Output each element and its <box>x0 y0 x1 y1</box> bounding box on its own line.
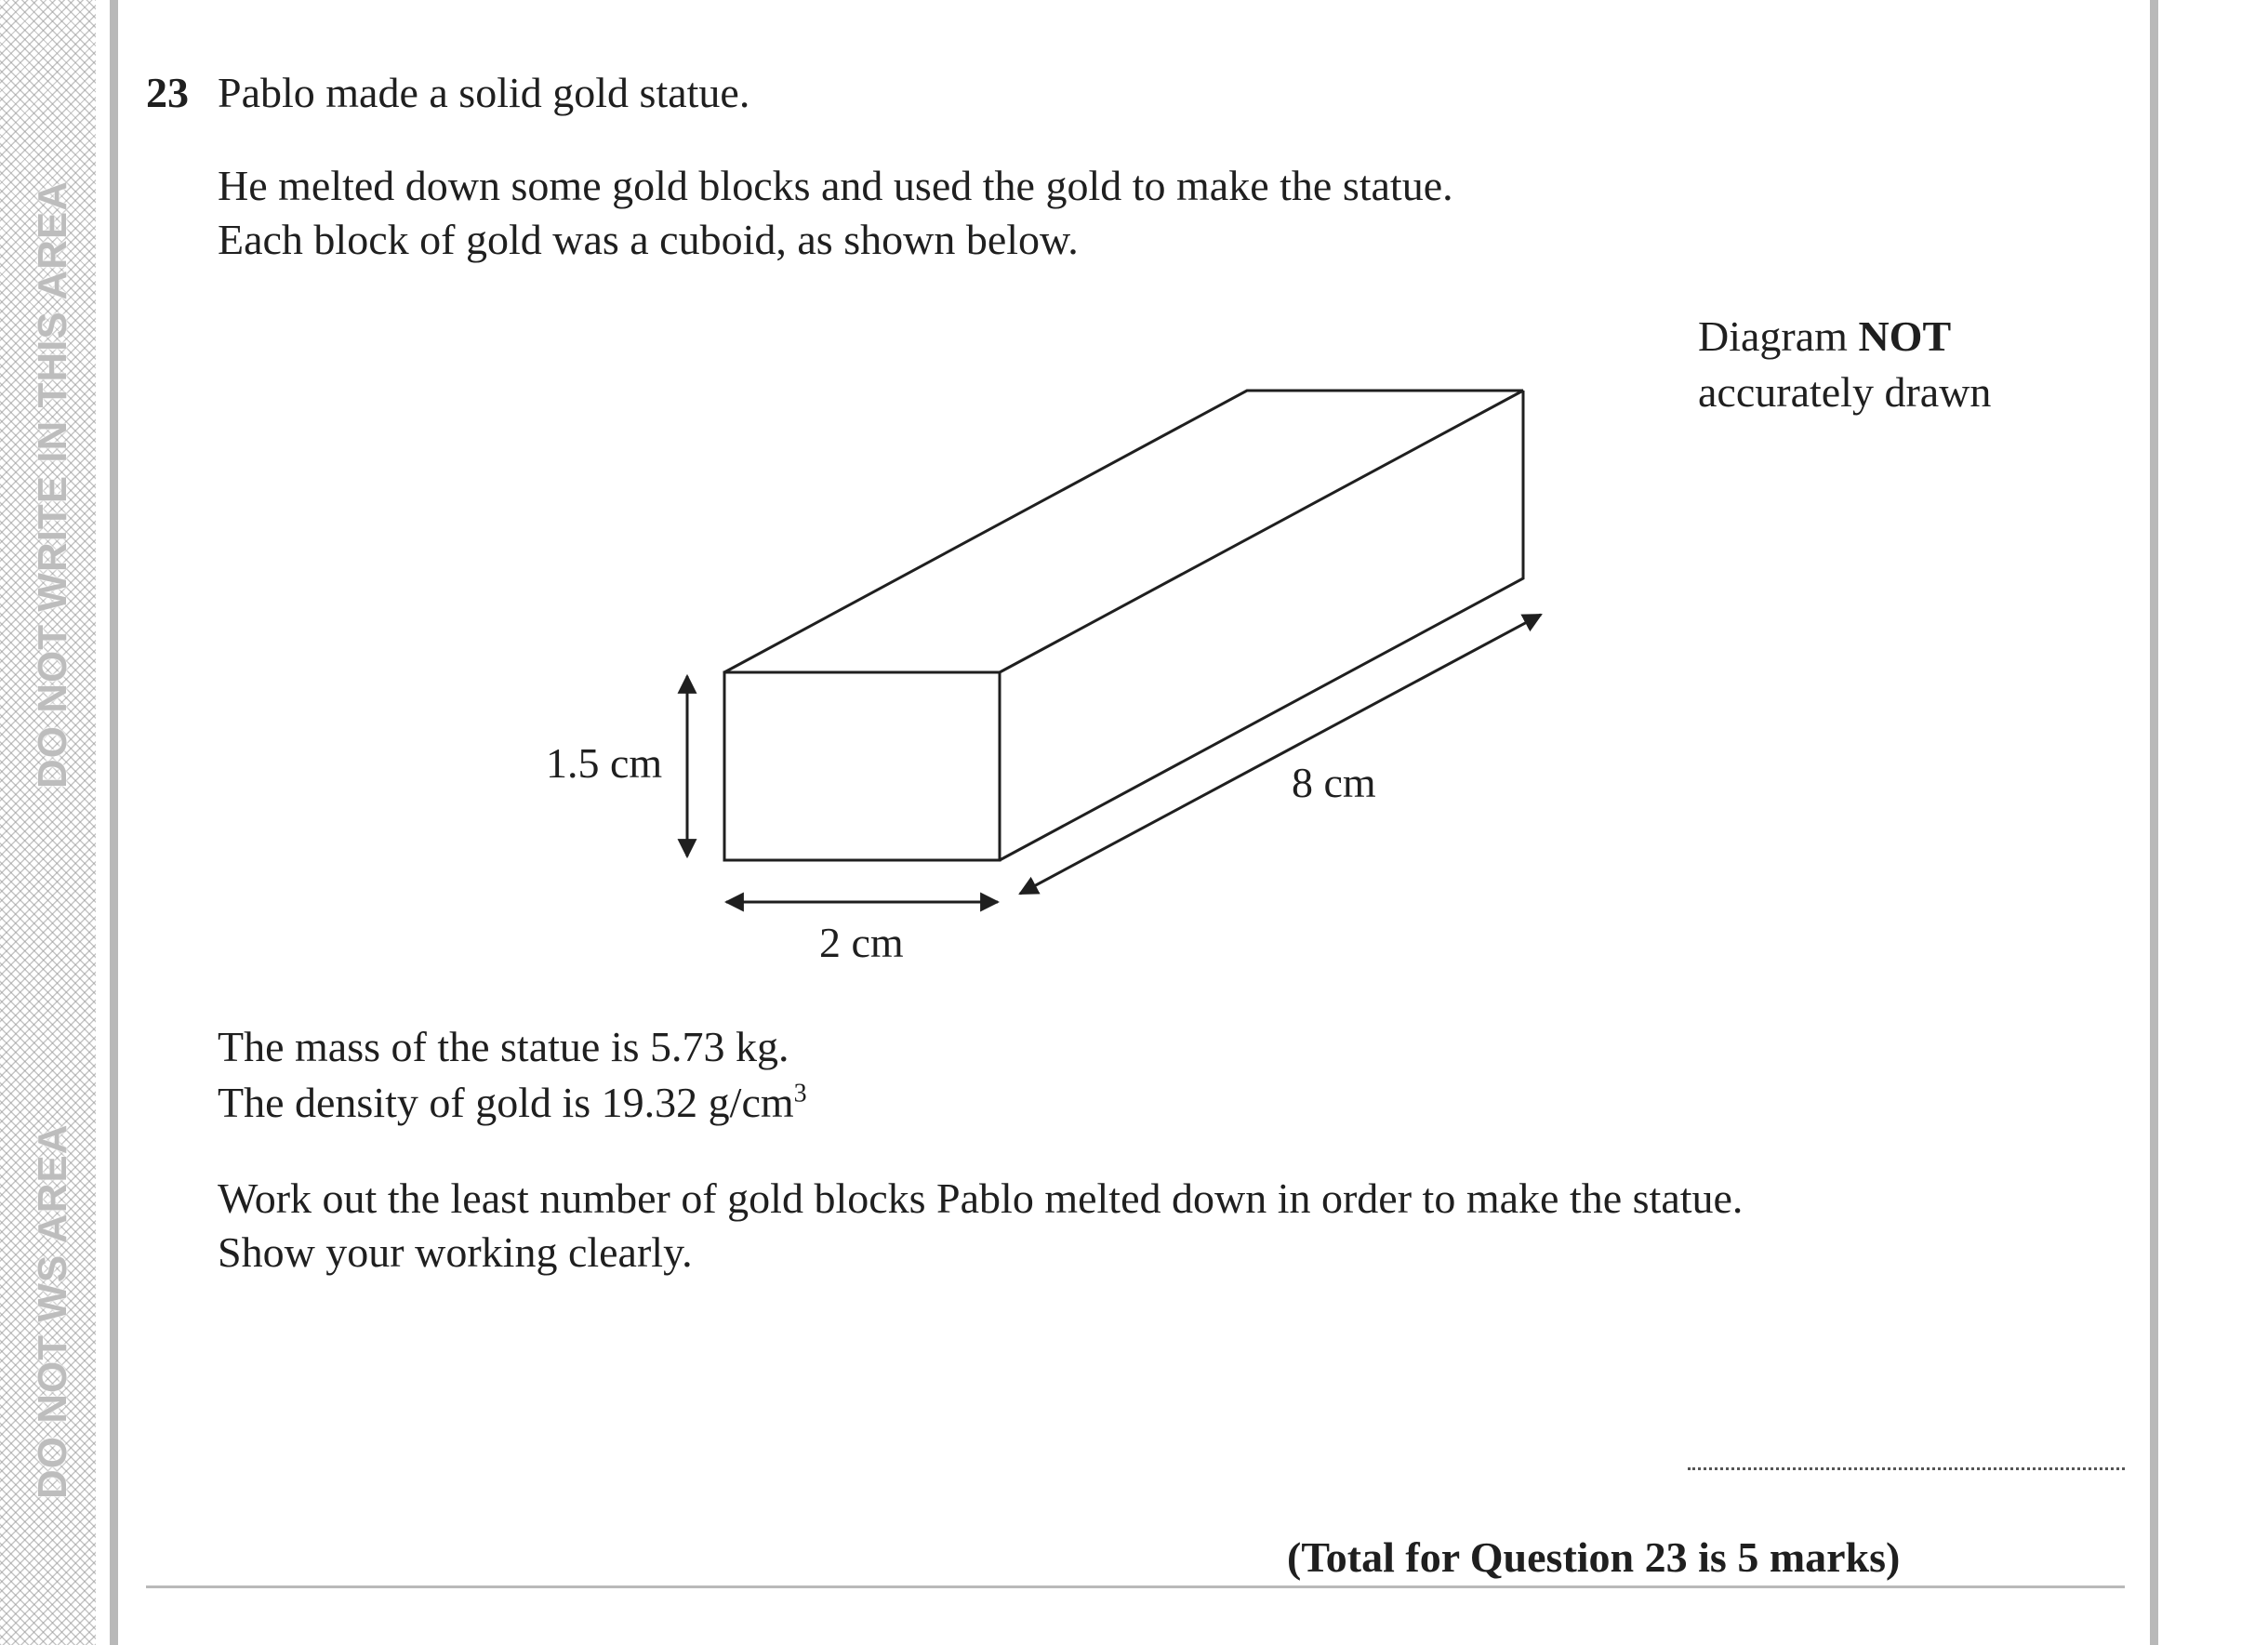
diagram-note-prefix: Diagram <box>1698 312 1859 360</box>
density-text: The density of gold is 19.32 g/cm <box>218 1079 794 1126</box>
total-marks: (Total for Question 23 is 5 marks) <box>1287 1533 1901 1581</box>
do-not-write-label: DO NOT WRITE IN THIS AREA <box>30 179 75 789</box>
density-statement <box>218 1076 807 1130</box>
answer-line[interactable] <box>1688 1467 2125 1470</box>
length-arrow <box>1020 615 1541 894</box>
length-label: 8 cm <box>1292 759 1376 806</box>
height-label: 1.5 cm <box>546 739 663 787</box>
width-label: 2 cm <box>819 919 904 966</box>
question-text-line-1: He melted down some gold blocks and used the gold to make the statue. <box>218 162 1453 209</box>
question-intro: Pablo made a solid gold statue. <box>218 69 750 116</box>
task-line-2: Show your working clearly. <box>218 1228 693 1276</box>
question-text-line-2: Each block of gold was a cuboid, as shown below. <box>218 216 1079 263</box>
density-exponent: 3 <box>793 1079 807 1108</box>
do-not-write-label-lower: DO NOT WS AREA <box>30 1123 75 1499</box>
mass-statement: The mass of the statue is 5.73 kg. <box>218 1023 789 1070</box>
question-number: 23 <box>146 69 189 116</box>
task-line-1: Work out the least number of gold blocks Pablo melted down in order to make the statue. <box>218 1174 1744 1222</box>
cuboid-top-face <box>724 391 1523 672</box>
diagram-note-bold: NOT <box>1858 312 1952 360</box>
cuboid-front-face <box>724 672 1000 860</box>
cuboid-side-face <box>1000 391 1523 860</box>
bottom-rule <box>146 1585 2125 1588</box>
diagram-note-line-2: accurately drawn <box>1698 368 1992 416</box>
